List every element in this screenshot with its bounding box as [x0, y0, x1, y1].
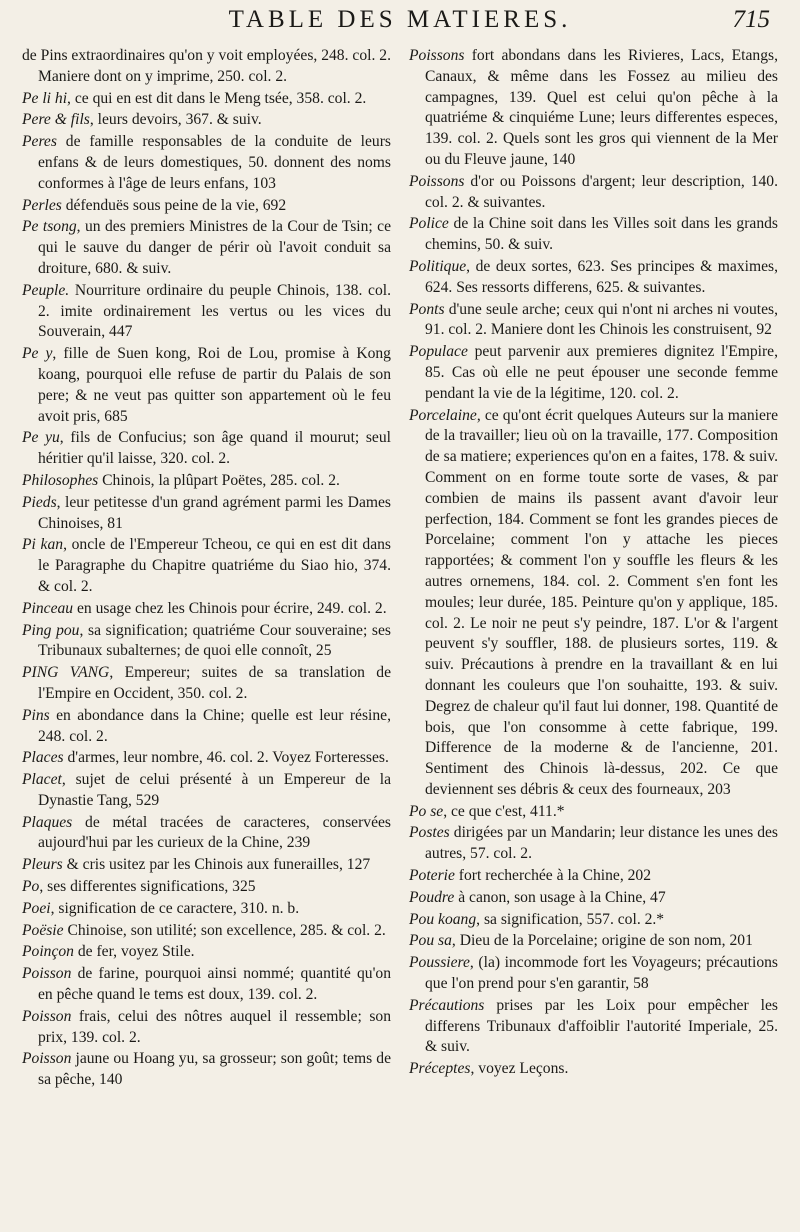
index-entry-text: , ce qu'ont écrit quelques Auteurs sur la maniere de la travailler; lieu où on la travaille, 177. Composition de sa matiere; experiences qu'on en a faites, 178. & suiv. Comment on en forme toute sorte de vases, & par combien de mains ils passent avant d'avoir leur perfection, 184. Comment se font les grandes pieces de Porcelaine; comment l'on y attache les pieces rapportées; & comment l'on y souffle les fleurs & les autres ornemens, 184. col. 2. Comment s'en font les moules; leur durée, 185. Peinture qu'on y applique, 185. col. 2. Le noir ne peut s'y peindre, 187. L'or & l'argent peuvent s'y souffler, 188. de plusieurs sortes, 119. & suiv. Précautions à prendre en la travaillant & en lui donnant les couleurs que l'on souhaitte, 193. & suiv. Degrez de chaleur qu'il faut lui donner, 198. Quantité de bois, que l'on consomme à cette fabrique, 199. Difference de la moderne & de l'ancienne, 201. Sentiment des Chinois là-dessus, 202. Ce que deviennent ses débris & ceux des fourneaux, 203	[425, 406, 778, 798]
index-entry-text: jaune ou Hoang yu, sa grosseur; son goût; tems de sa pêche, 140	[38, 1050, 391, 1089]
index-entry-text: peut parvenir aux premieres dignitez l'Empire, 85. Cas où elle ne peut épouser une seconde femme pendant la vie de la légitime, 120. col. 2.	[425, 343, 778, 402]
index-entry-heading: Perles	[22, 196, 62, 214]
index-entry-heading: Peres	[22, 133, 57, 151]
index-entry-text: & cris usitez par les Chinois aux funerailles, 127	[62, 856, 371, 874]
index-entry	[409, 46, 778, 171]
index-entry-heading: Précautions	[409, 996, 485, 1014]
index-entry-text: , leur petitesse d'un grand agrément parmi les Dames Chinoises, 81	[38, 493, 391, 532]
page-header	[22, 0, 778, 46]
index-entry-heading: Poterie	[409, 867, 455, 885]
index-entry-heading: Places	[22, 749, 64, 767]
index-entry	[22, 535, 391, 597]
index-entry	[409, 342, 778, 404]
index-entry-text: , fils de Confucius; son âge quand il mourut; seul héritier qu'il laisse, 320. col. 2.	[38, 429, 391, 468]
index-entry-heading: Poussiere	[409, 954, 470, 972]
index-entry-heading: Pieds	[22, 493, 57, 511]
index-entry-text: en abondance dans la Chine; quelle est leur résine, 248. col. 2.	[38, 706, 391, 745]
index-entry	[409, 172, 778, 214]
index-entry-heading: Politique	[409, 257, 467, 275]
index-entry-text: prises par les Loix pour empêcher les differens Tribunaux d'affoiblir l'autorité Imperiale, 25. & suiv.	[425, 996, 778, 1056]
index-entry-text: frais, celui des nôtres auquel il ressemble; son prix, 139. col. 2.	[38, 1007, 391, 1046]
index-entry-text: , ses differentes significations, 325	[39, 878, 256, 896]
page-number: 715	[732, 6, 770, 33]
index-entry	[409, 406, 778, 801]
index-entry	[409, 996, 778, 1058]
index-entry-heading: Poisson	[22, 965, 72, 983]
right-column	[409, 46, 778, 1092]
index-entry	[22, 493, 391, 535]
index-entry-heading: Pe li hi	[22, 89, 68, 107]
index-entry	[22, 46, 391, 88]
index-entry-heading: Poudre	[409, 888, 455, 906]
index-entry	[22, 89, 391, 110]
index-entry	[22, 964, 391, 1006]
index-entry	[409, 214, 778, 256]
index-entry-text: , sujet de celui présenté à un Empereur de la Dynastie Tang, 529	[38, 771, 391, 809]
index-entry	[409, 931, 778, 952]
index-entry-text: , (la) incommode fort les Voyageurs; précautions que l'on prend pour s'en garantir, 58	[425, 954, 778, 993]
index-entry-text: à canon, son usage à la Chine, 47	[454, 888, 666, 906]
index-entry-text: Nourriture ordinaire du peuple Chinois, 138. col. 2. imite ordinairement les vertus ou les vices du Souverain, 447	[38, 281, 391, 341]
index-entry-text: de la Chine soit dans les Villes soit dans les grands chemins, 50. & suiv.	[425, 215, 778, 254]
index-entry-heading: Poinçon	[22, 943, 74, 961]
index-entry-text: , oncle de l'Empereur Tcheou, ce qui en est dit dans le Paragraphe du Chapitre quatriéme du Siao hio, 374. & col. 2.	[38, 536, 391, 595]
index-entry-heading: Pou koang	[409, 910, 477, 928]
index-entry	[409, 888, 778, 909]
index-entry-text: , leurs devoirs, 367. & suiv.	[89, 111, 262, 129]
index-entry-text: , fille de Suen kong, Roi de Lou, promise à Kong koang, pourquoi elle refuse de partir du Palais de son pere; & ne veut pas quitter son appartement où le feu avoit pris, 685	[38, 345, 391, 425]
index-entry	[22, 770, 391, 812]
index-entry	[409, 802, 778, 823]
index-entry-heading: Ping pou	[22, 621, 80, 639]
index-entry-heading: Placet	[22, 771, 62, 789]
index-entry-text: de Pins extraordinaires qu'on y voit employées, 248. col. 2. Maniere dont on y imprime, 250. col. 2.	[22, 47, 391, 85]
index-entry-heading: Préceptes	[409, 1060, 471, 1078]
index-entry	[409, 257, 778, 299]
index-entry-text: de fer, voyez Stile.	[73, 943, 195, 961]
index-entry-heading: Poei	[22, 899, 51, 917]
index-entry	[409, 953, 778, 995]
index-entry	[22, 196, 391, 217]
index-entry-text: d'or ou Poissons d'argent; leur description, 140. col. 2. & suivantes.	[425, 172, 778, 211]
index-entry-text: dirigées par un Mandarin; leur distance les unes des autres, 57. col. 2.	[425, 824, 778, 863]
index-entry-heading: Pe tsong	[22, 218, 77, 236]
index-entry-heading: Poissons	[409, 47, 465, 64]
index-entry-text: Chinois, la plûpart Poëtes, 285. col. 2.	[98, 471, 340, 489]
index-entry-heading: Poisson	[22, 1007, 72, 1025]
index-entry	[409, 300, 778, 342]
index-entry	[22, 748, 391, 769]
left-column	[22, 46, 391, 1092]
index-entry-heading: Po se	[409, 802, 444, 820]
index-entry	[22, 428, 391, 470]
index-columns	[22, 46, 778, 1092]
index-entry-text: d'une seule arche; ceux qui n'ont ni arches ni voutes, 91. col. 2. Maniere dont les Chinois les construisent, 92	[425, 300, 778, 339]
index-entry-heading: Pe yu	[22, 429, 60, 447]
index-entry-text: en usage chez les Chinois pour écrire, 249. col. 2.	[73, 599, 387, 617]
index-entry	[22, 344, 391, 427]
index-entry-heading: Pins	[22, 706, 50, 724]
index-entry-heading: Postes	[409, 824, 450, 842]
index-entry-text: , voyez Leçons.	[470, 1060, 569, 1078]
index-entry	[409, 866, 778, 887]
page-title: TABLE DES MATIERES.	[228, 6, 572, 33]
index-entry	[22, 706, 391, 748]
index-entry	[22, 110, 391, 131]
index-entry	[22, 599, 391, 620]
index-entry-heading: Po	[22, 878, 40, 896]
index-entry	[22, 942, 391, 963]
index-entry-heading: Philosophes	[22, 471, 99, 489]
index-entry-heading: Poisson	[22, 1050, 72, 1068]
index-entry	[22, 281, 391, 343]
index-entry-text: , signification de ce caractere, 310. n. b.	[50, 899, 300, 917]
index-entry	[22, 855, 391, 876]
index-entry	[22, 1049, 391, 1091]
index-entry-heading: Porcelaine	[409, 406, 477, 424]
index-entry-heading: Poissons	[409, 172, 465, 190]
index-entry-text: , ce qui en est dit dans le Meng tsée, 358. col. 2.	[67, 89, 367, 107]
index-entry-text: fort recherchée à la Chine, 202	[454, 867, 652, 885]
index-entry-text: , de deux sortes, 623. Ses principes & maximes, 624. Ses ressorts differens, 625. & suivantes.	[425, 257, 778, 296]
index-entry	[22, 921, 391, 942]
index-entry-text: , Dieu de la Porcelaine; origine de son nom, 201	[451, 932, 753, 950]
index-entry	[22, 217, 391, 279]
index-entry-text: fort abondans dans les Rivieres, Lacs, Etangs, Canaux, & même dans les Fossez au milieu des campagnes, 139. Quel est celui qu'on pêche à la quatriéme & cinquiéme Lune; leurs differentes especes, 139. col. 2. Quels sont les gros qui viennent de la Mer ou du Fleuve jaune, 140	[425, 47, 778, 168]
index-entry	[22, 663, 391, 705]
index-entry	[22, 877, 391, 898]
index-entry	[22, 621, 391, 663]
index-entry	[22, 132, 391, 194]
index-entry-heading: PING VANG	[22, 664, 110, 682]
index-entry-heading: Pleurs	[22, 856, 63, 874]
index-entry-text: de famille responsables de la conduite de leurs enfans & de leurs domestiques, 50. donnent des noms conformes à l'âge de leurs enfans, 103	[38, 133, 391, 192]
index-entry-text: , sa signification, 557. col. 2.*	[476, 910, 665, 928]
index-entry-heading: Pi kan	[22, 536, 64, 554]
index-entry	[22, 1007, 391, 1049]
index-entry-text: , Empereur; suites de sa translation de l'Empire en Occident, 350. col. 2.	[38, 664, 391, 702]
index-entry-heading: Peuple.	[22, 281, 70, 299]
index-entry-text: d'armes, leur nombre, 46. col. 2. Voyez Forteresses.	[63, 749, 389, 767]
index-entry-text: de farine, pourquoi ainsi nommé; quantité qu'on en pêche quand le tems est doux, 139. col. 2.	[38, 965, 391, 1004]
index-entry-text: , ce que c'est, 411.*	[443, 802, 565, 820]
index-entry	[409, 910, 778, 931]
index-entry	[409, 823, 778, 865]
index-entry-text: Chinoise, son utilité; son excellence, 285. & col. 2.	[63, 921, 386, 939]
index-entry-heading: Plaques	[22, 813, 73, 831]
index-entry-text: de métal tracées de caracteres, conservées aujourd'hui par les curieux de la Chine, 239	[38, 813, 391, 852]
index-entry	[22, 899, 391, 920]
index-entry-heading: Populace	[409, 343, 468, 361]
index-entry	[22, 471, 391, 492]
index-entry-heading: Pou sa	[409, 932, 452, 950]
index-entry-heading: Pinceau	[22, 599, 74, 617]
index-entry-text: , sa signification; quatriéme Cour souveraine; ses Tribunaux subalternes; de quoi elle connoît, 25	[38, 621, 391, 660]
index-entry	[22, 813, 391, 855]
index-entry-heading: Pe y	[22, 345, 53, 363]
index-entry-text: , un des premiers Ministres de la Cour de Tsin; ce qui le sauve du danger de périr où l'avoit conduit sa droiture, 680. & suiv.	[38, 218, 392, 277]
index-entry-text: défenduës sous peine de la vie, 692	[61, 196, 287, 214]
index-entry-heading: Poësie	[22, 921, 64, 939]
index-entry	[409, 1059, 778, 1080]
index-entry-heading: Police	[409, 215, 449, 233]
index-entry-heading: Ponts	[409, 300, 445, 318]
index-entry-heading: Pere & fils	[22, 111, 90, 129]
